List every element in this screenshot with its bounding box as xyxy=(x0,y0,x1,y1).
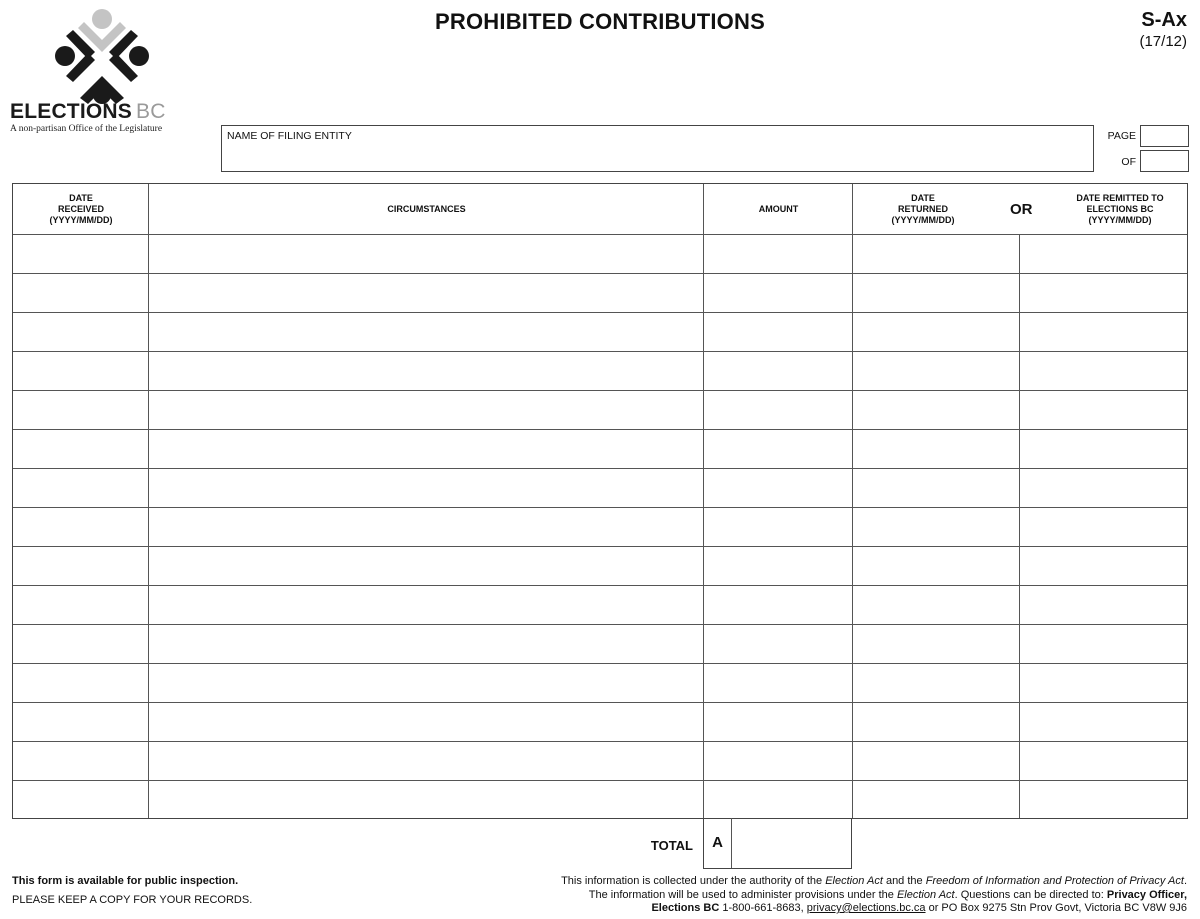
date-returned-cell[interactable] xyxy=(852,624,1019,663)
date-received-cell[interactable] xyxy=(13,741,148,780)
filing-entity-label: NAME OF FILING ENTITY xyxy=(227,130,352,142)
total-label: TOTAL xyxy=(650,838,693,853)
form-version: (17/12) xyxy=(1139,33,1187,50)
date-returned-cell[interactable] xyxy=(852,273,1019,312)
amount-cell[interactable] xyxy=(703,468,852,507)
date-received-cell[interactable] xyxy=(13,702,148,741)
date-returned-cell[interactable] xyxy=(852,702,1019,741)
date-returned-cell[interactable] xyxy=(852,312,1019,351)
row-divider xyxy=(13,780,1187,781)
date-remitted-cell[interactable] xyxy=(1019,351,1187,390)
amount-cell[interactable] xyxy=(703,351,852,390)
col-header-date-received: DATE RECEIVED (YYYY/MM/DD) xyxy=(49,192,113,225)
table-row xyxy=(13,234,1187,273)
circumstances-cell[interactable] xyxy=(148,546,703,585)
keep-copy-notice: PLEASE KEEP A COPY FOR YOUR RECORDS. xyxy=(12,894,253,906)
amount-cell[interactable] xyxy=(703,585,852,624)
privacy-line-1: This information is collected under the authority of the Election Act and the Freedom of Information and Protection of Privacy Act. xyxy=(561,875,1187,887)
circumstances-cell[interactable] xyxy=(148,702,703,741)
date-returned-cell[interactable] xyxy=(852,429,1019,468)
contributions-table xyxy=(12,183,1188,819)
table-row xyxy=(13,507,1187,546)
date-received-cell[interactable] xyxy=(13,429,148,468)
table-row xyxy=(13,702,1187,741)
date-received-cell[interactable] xyxy=(13,273,148,312)
row-divider xyxy=(13,273,1187,274)
row-divider xyxy=(13,624,1187,625)
col-header-amount: AMOUNT xyxy=(758,203,799,214)
date-returned-cell[interactable] xyxy=(852,351,1019,390)
col-header-date-remitted: DATE REMITTED TO ELECTIONS BC (YYYY/MM/DD) xyxy=(1076,192,1164,225)
amount-cell[interactable] xyxy=(703,702,852,741)
page-total-field[interactable] xyxy=(1140,150,1189,172)
circumstances-cell[interactable] xyxy=(148,741,703,780)
row-divider xyxy=(13,468,1187,469)
row-divider xyxy=(13,663,1187,664)
row-divider xyxy=(13,390,1187,391)
circumstances-cell[interactable] xyxy=(148,312,703,351)
table-row xyxy=(13,663,1187,702)
date-received-cell[interactable] xyxy=(13,546,148,585)
table-row xyxy=(13,273,1187,312)
table-row xyxy=(13,741,1187,780)
date-remitted-cell[interactable] xyxy=(1019,390,1187,429)
amount-cell[interactable] xyxy=(703,273,852,312)
date-received-cell[interactable] xyxy=(13,234,148,273)
form-code: S-Ax xyxy=(1141,9,1187,31)
row-divider xyxy=(13,702,1187,703)
circumstances-cell[interactable] xyxy=(148,663,703,702)
date-remitted-cell[interactable] xyxy=(1019,663,1187,702)
date-returned-cell[interactable] xyxy=(852,390,1019,429)
date-received-cell[interactable] xyxy=(13,351,148,390)
table-row xyxy=(13,429,1187,468)
date-received-cell[interactable] xyxy=(13,390,148,429)
date-remitted-cell[interactable] xyxy=(1019,468,1187,507)
table-row xyxy=(13,546,1187,585)
date-remitted-cell[interactable] xyxy=(1019,585,1187,624)
table-row xyxy=(13,351,1187,390)
date-remitted-cell[interactable] xyxy=(1019,234,1187,273)
circumstances-cell[interactable] xyxy=(148,429,703,468)
date-remitted-cell[interactable] xyxy=(1019,624,1187,663)
circumstances-cell[interactable] xyxy=(148,273,703,312)
filing-entity-field[interactable] xyxy=(221,125,1094,172)
row-divider xyxy=(13,546,1187,547)
date-remitted-cell[interactable] xyxy=(1019,702,1187,741)
circumstances-cell[interactable] xyxy=(148,390,703,429)
logo-wordmark: ELECTIONS BC xyxy=(10,100,166,123)
table-row xyxy=(13,780,1187,819)
amount-cell[interactable] xyxy=(703,234,852,273)
total-field[interactable] xyxy=(703,818,852,869)
public-inspection-notice: This form is available for public inspection. xyxy=(12,875,239,887)
row-divider xyxy=(13,741,1187,742)
amount-cell[interactable] xyxy=(703,546,852,585)
page-label: PAGE xyxy=(1107,130,1136,142)
date-remitted-cell[interactable] xyxy=(1019,741,1187,780)
date-returned-cell[interactable] xyxy=(852,468,1019,507)
table-row xyxy=(13,468,1187,507)
row-divider xyxy=(13,507,1187,508)
date-remitted-cell[interactable] xyxy=(1019,429,1187,468)
amount-cell[interactable] xyxy=(703,507,852,546)
date-returned-cell[interactable] xyxy=(852,546,1019,585)
date-received-cell[interactable] xyxy=(13,663,148,702)
amount-cell[interactable] xyxy=(703,429,852,468)
circumstances-cell[interactable] xyxy=(148,624,703,663)
privacy-line-2: The information will be used to administer provisions under the Election Act. Questions can be directed to: Privacy Officer, xyxy=(588,888,1187,901)
date-remitted-cell[interactable] xyxy=(1019,546,1187,585)
row-divider xyxy=(13,585,1187,586)
page-number-field[interactable] xyxy=(1140,125,1189,147)
col-header-date-returned: DATE RETURNED (YYYY/MM/DD) xyxy=(891,192,955,225)
date-received-cell[interactable] xyxy=(13,507,148,546)
date-remitted-cell[interactable] xyxy=(1019,780,1187,819)
circumstances-cell[interactable] xyxy=(148,234,703,273)
date-received-cell[interactable] xyxy=(13,312,148,351)
date-returned-cell[interactable] xyxy=(852,585,1019,624)
col-header-circumstances: CIRCUMSTANCES xyxy=(387,203,466,214)
date-received-cell[interactable] xyxy=(13,624,148,663)
table-row xyxy=(13,624,1187,663)
circumstances-cell[interactable] xyxy=(148,468,703,507)
date-returned-cell[interactable] xyxy=(852,780,1019,819)
circumstances-cell[interactable] xyxy=(148,507,703,546)
date-remitted-cell[interactable] xyxy=(1019,312,1187,351)
total-divider xyxy=(731,818,732,868)
circumstances-cell[interactable] xyxy=(148,780,703,819)
total-line-letter: A xyxy=(712,834,723,851)
date-returned-cell[interactable] xyxy=(852,507,1019,546)
date-returned-cell[interactable] xyxy=(852,234,1019,273)
amount-cell[interactable] xyxy=(703,624,852,663)
form-title: PROHIBITED CONTRIBUTIONS xyxy=(435,9,765,34)
date-received-cell[interactable] xyxy=(13,468,148,507)
amount-cell[interactable] xyxy=(703,780,852,819)
date-remitted-cell[interactable] xyxy=(1019,273,1187,312)
row-divider xyxy=(13,351,1187,352)
privacy-email-link[interactable]: privacy@elections.bc.ca xyxy=(806,902,926,914)
logo-tagline: A non-partisan Office of the Legislature xyxy=(10,124,163,134)
amount-cell[interactable] xyxy=(703,741,852,780)
table-row xyxy=(13,585,1187,624)
date-received-cell[interactable] xyxy=(13,585,148,624)
date-remitted-cell[interactable] xyxy=(1019,507,1187,546)
of-label: OF xyxy=(1121,156,1136,168)
or-label: OR xyxy=(1010,201,1033,218)
circumstances-cell[interactable] xyxy=(148,585,703,624)
privacy-notice xyxy=(487,875,1187,916)
date-returned-cell[interactable] xyxy=(852,663,1019,702)
table-row xyxy=(13,390,1187,429)
privacy-line-3: Elections BC 1-800-661-8683, privacy@elections.bc.ca or PO Box 9275 Stn Prov Govt, Victoria BC V8W 9J6 xyxy=(651,902,1187,914)
table-row xyxy=(13,312,1187,351)
amount-cell[interactable] xyxy=(703,312,852,351)
amount-cell[interactable] xyxy=(703,390,852,429)
row-divider xyxy=(13,312,1187,313)
circumstances-cell[interactable] xyxy=(148,351,703,390)
date-received-cell[interactable] xyxy=(13,780,148,819)
row-divider xyxy=(13,429,1187,430)
date-returned-cell[interactable] xyxy=(852,741,1019,780)
amount-cell[interactable] xyxy=(703,663,852,702)
